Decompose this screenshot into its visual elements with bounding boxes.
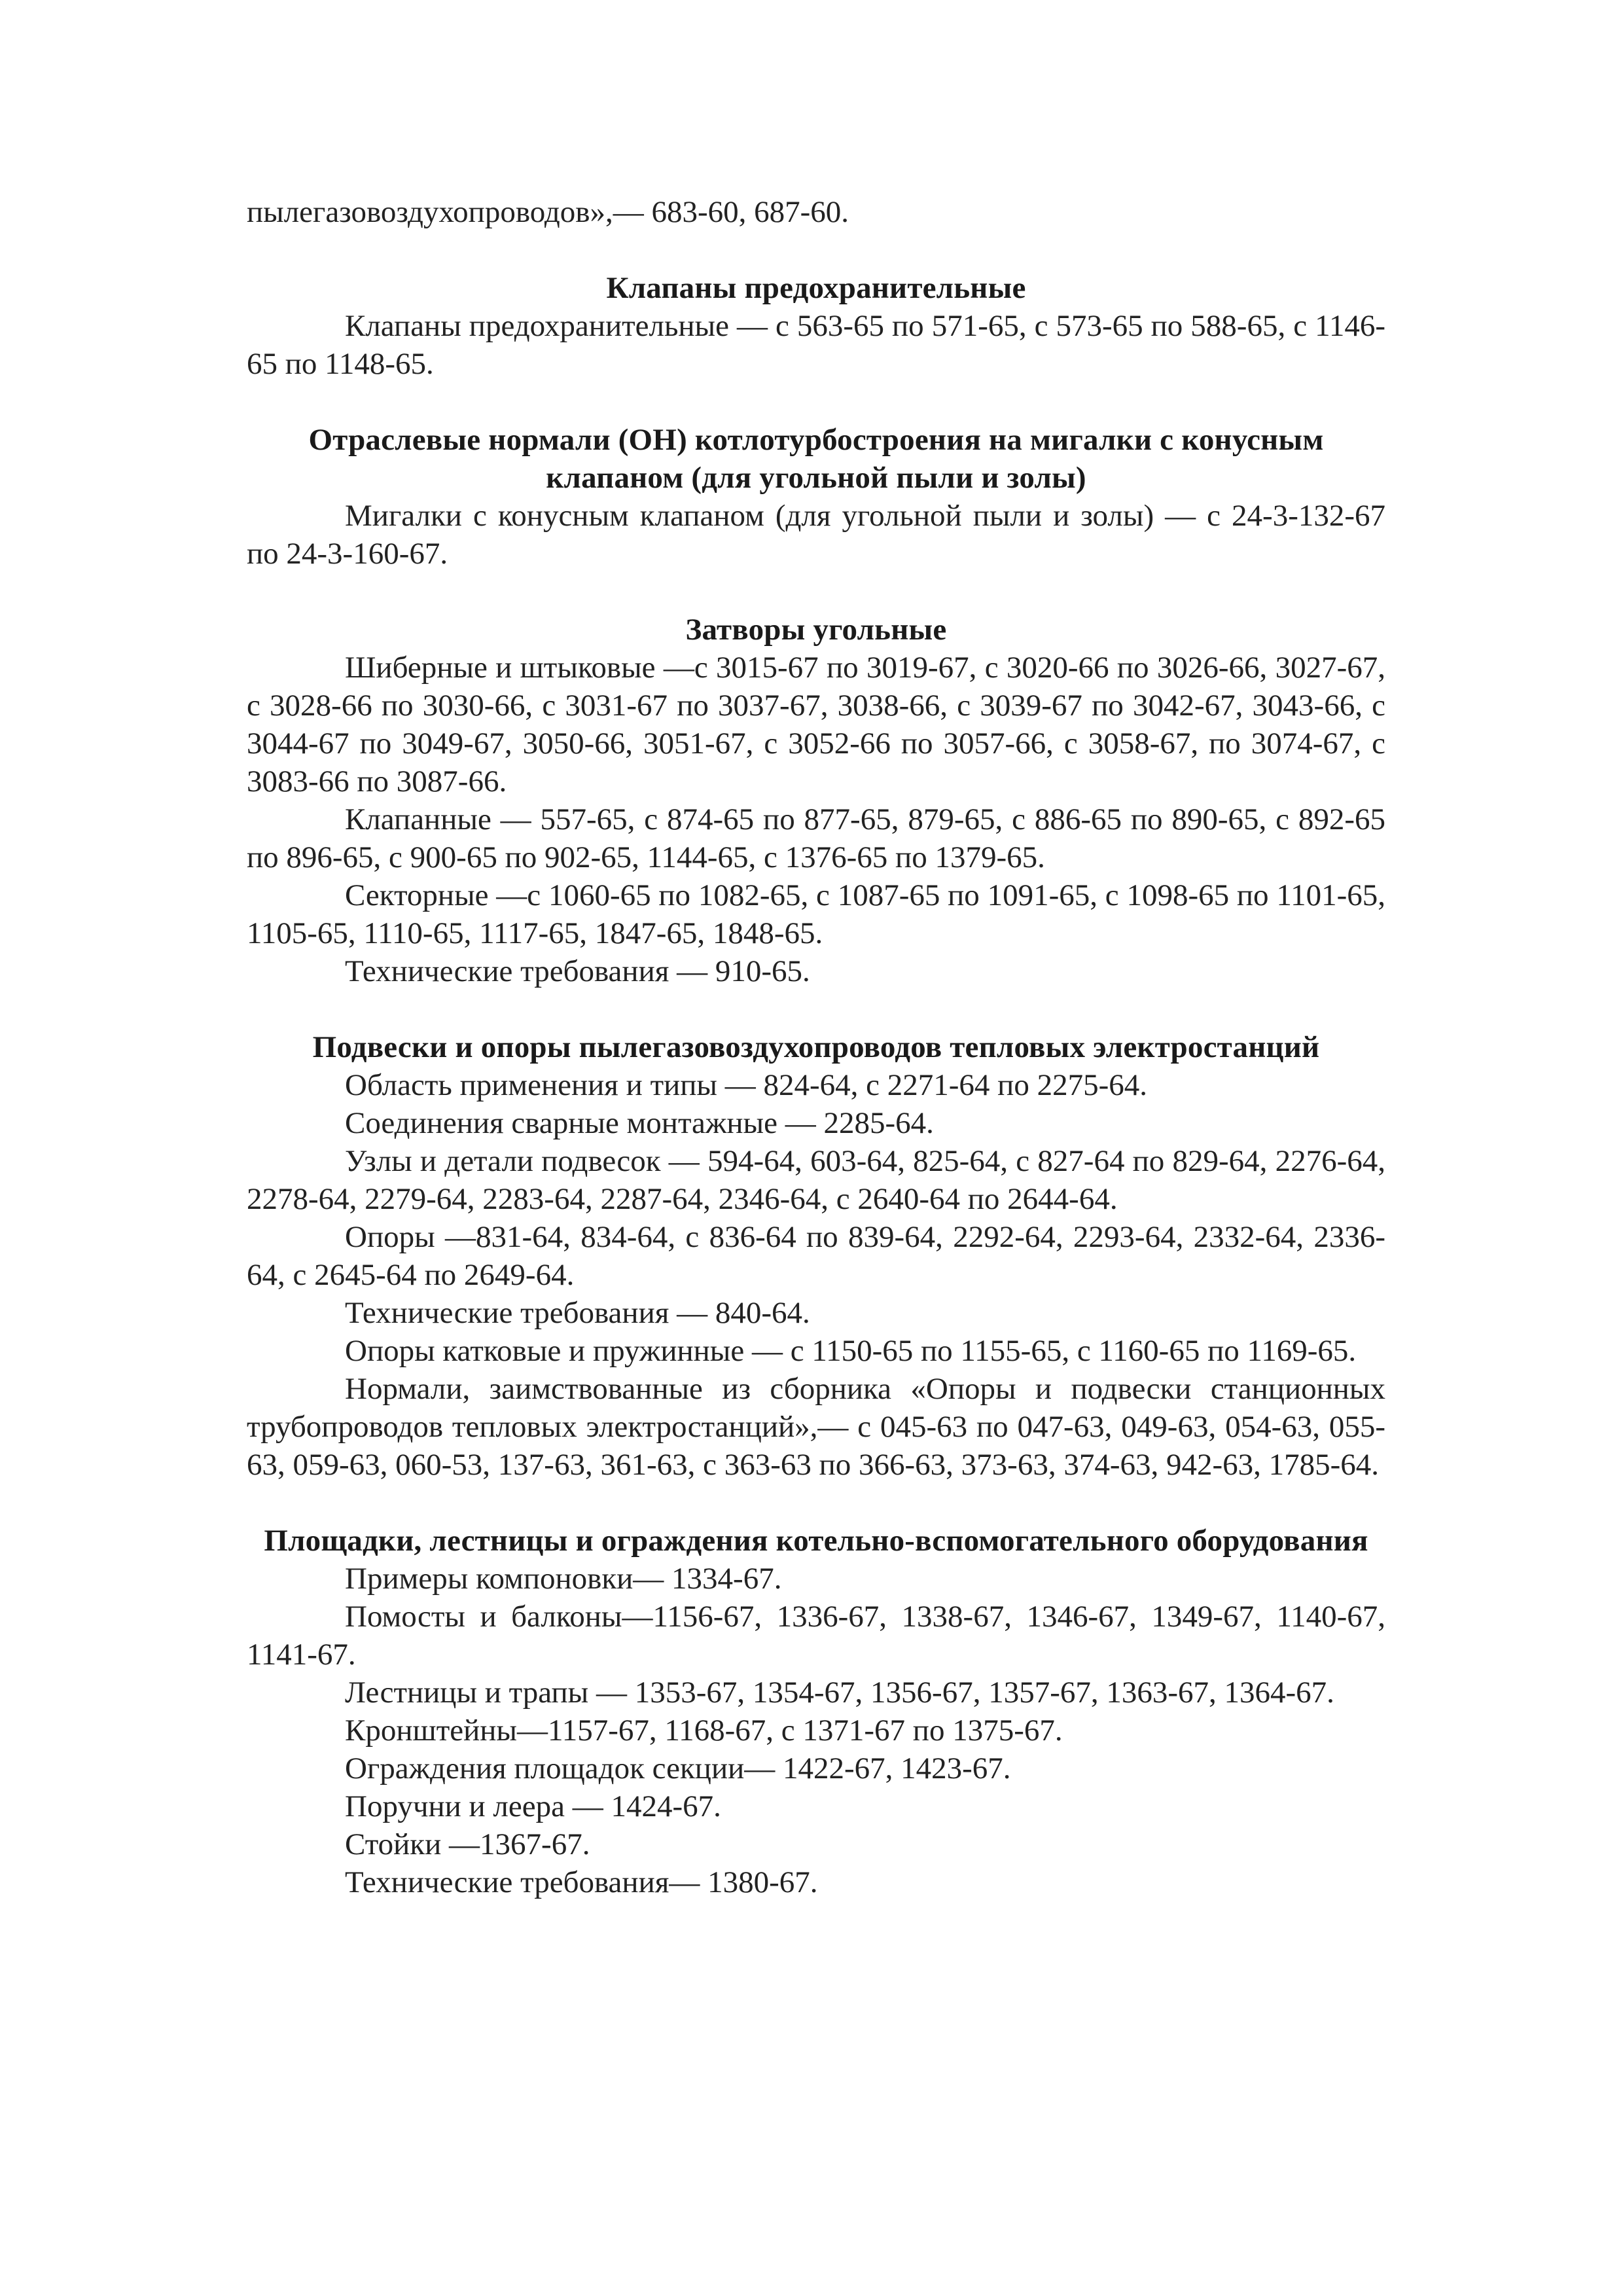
paragraph: Шиберные и штыковые —с 3015-67 по 3019-67, с 3020-66 по 3026-66, 3027-67, с 3028-66 по 3030-66, с 3031-67 по 3037-67, 3038-66, с 3039-67 по 3042-67, 3043-66, с 3044-67 по 3049-67, 3050-66, 3051-67, с 3052-66 по 3057-66, с 3058-67, по 3074-67, с 3083-66 по 3087-66. <box>247 651 1385 798</box>
section-heading: Подвески и опоры пылегазовоздухопроводов тепловых электростанций <box>312 1030 1320 1064</box>
paragraph: Соединения сварные монтажные — 2285-64. <box>345 1106 934 1140</box>
paragraph: Примеры компоновки— 1334-67. <box>345 1562 782 1596</box>
section-heading: Площадки, лестницы и ограждения котельно-вспомогательного оборудования <box>264 1524 1368 1558</box>
paragraph: Лестницы и трапы — 1353-67, 1354-67, 1356-67, 1357-67, 1363-67, 1364-67. <box>345 1676 1334 1710</box>
paragraph: Технические требования— 1380-67. <box>345 1865 818 1899</box>
paragraph: Нормали, заимствованные из сборника «Опоры и подвески станционных трубопроводов тепловых электростанций»,— с 045-63 по 047-63, 049-63, 054-63, 055-63, 059-63, 060-53, 137-63, 361-63, с 363-63 по 366-63, 373-63, 374-63, 942-63, 1785-64. <box>247 1372 1385 1482</box>
paragraph: Клапанные — 557-65, с 874-65 по 877-65, 879-65, с 886-65 по 890-65, с 892-65 по 896-65, с 900-65 по 902-65, 1144-65, с 1376-65 по 1379-65. <box>247 802 1385 874</box>
paragraph: Ограждения площадок секции— 1422-67, 1423-67. <box>345 1751 1011 1785</box>
section-flap-valves <box>247 421 1385 573</box>
paragraph: Узлы и детали подвесок — 594-64, 603-64, 825-64, с 827-64 по 829-64, 2276-64, 2278-64, 2279-64, 2283-64, 2287-64, 2346-64, с 2640-64 по 2644-64. <box>247 1144 1385 1216</box>
section-safety-valves <box>247 269 1385 383</box>
paragraph: Технические требования — 840-64. <box>345 1296 810 1330</box>
section-heading: Отраслевые нормали (ОН) котлотурбостроения на мигалки с конусным клапаном (для угольной пыли и золы) <box>308 423 1324 495</box>
paragraph: Стойки —1367-67. <box>345 1827 590 1861</box>
paragraph: Опоры —831-64, 834-64, с 836-64 по 839-64, 2292-64, 2293-64, 2332-64, 2336-64, с 2645-64 по 2649-64. <box>247 1220 1385 1292</box>
paragraph: Помосты и балконы—1156-67, 1336-67, 1338-67, 1346-67, 1349-67, 1140-67, 1141-67. <box>247 1600 1385 1672</box>
paragraph: Мигалки с конусным клапаном (для угольной пыли и золы) — с 24-3-132-67 по 24-3-160-67. <box>247 499 1385 571</box>
lead-line: пылегазовоздухопроводов»,— 683-60, 687-60. <box>247 195 849 229</box>
paragraph: Область применения и типы — 824-64, с 2271-64 по 2275-64. <box>345 1068 1147 1102</box>
paragraph: Клапаны предохранительные — с 563-65 по 571-65, с 573-65 по 588-65, с 1146-65 по 1148-65. <box>247 309 1385 381</box>
section-hangers-supports <box>247 1028 1385 1484</box>
paragraph: Кронштейны—1157-67, 1168-67, с 1371-67 по 1375-67. <box>345 1713 1063 1748</box>
paragraph: Секторные —с 1060-65 по 1082-65, с 1087-65 по 1091-65, с 1098-65 по 1101-65, 1105-65, 1110-65, 1117-65, 1847-65, 1848-65. <box>247 878 1385 950</box>
document-page <box>247 193 1385 1901</box>
paragraph: Технические требования — 910-65. <box>345 954 810 988</box>
section-heading: Клапаны предохранительные <box>606 271 1026 305</box>
paragraph: Поручни и леера — 1424-67. <box>345 1789 721 1823</box>
section-platforms-ladders <box>247 1522 1385 1901</box>
section-heading: Затворы угольные <box>685 613 947 647</box>
paragraph: Опоры катковые и пружинные — с 1150-65 по 1155-65, с 1160-65 по 1169-65. <box>345 1334 1357 1368</box>
section-coal-gates <box>247 611 1385 990</box>
